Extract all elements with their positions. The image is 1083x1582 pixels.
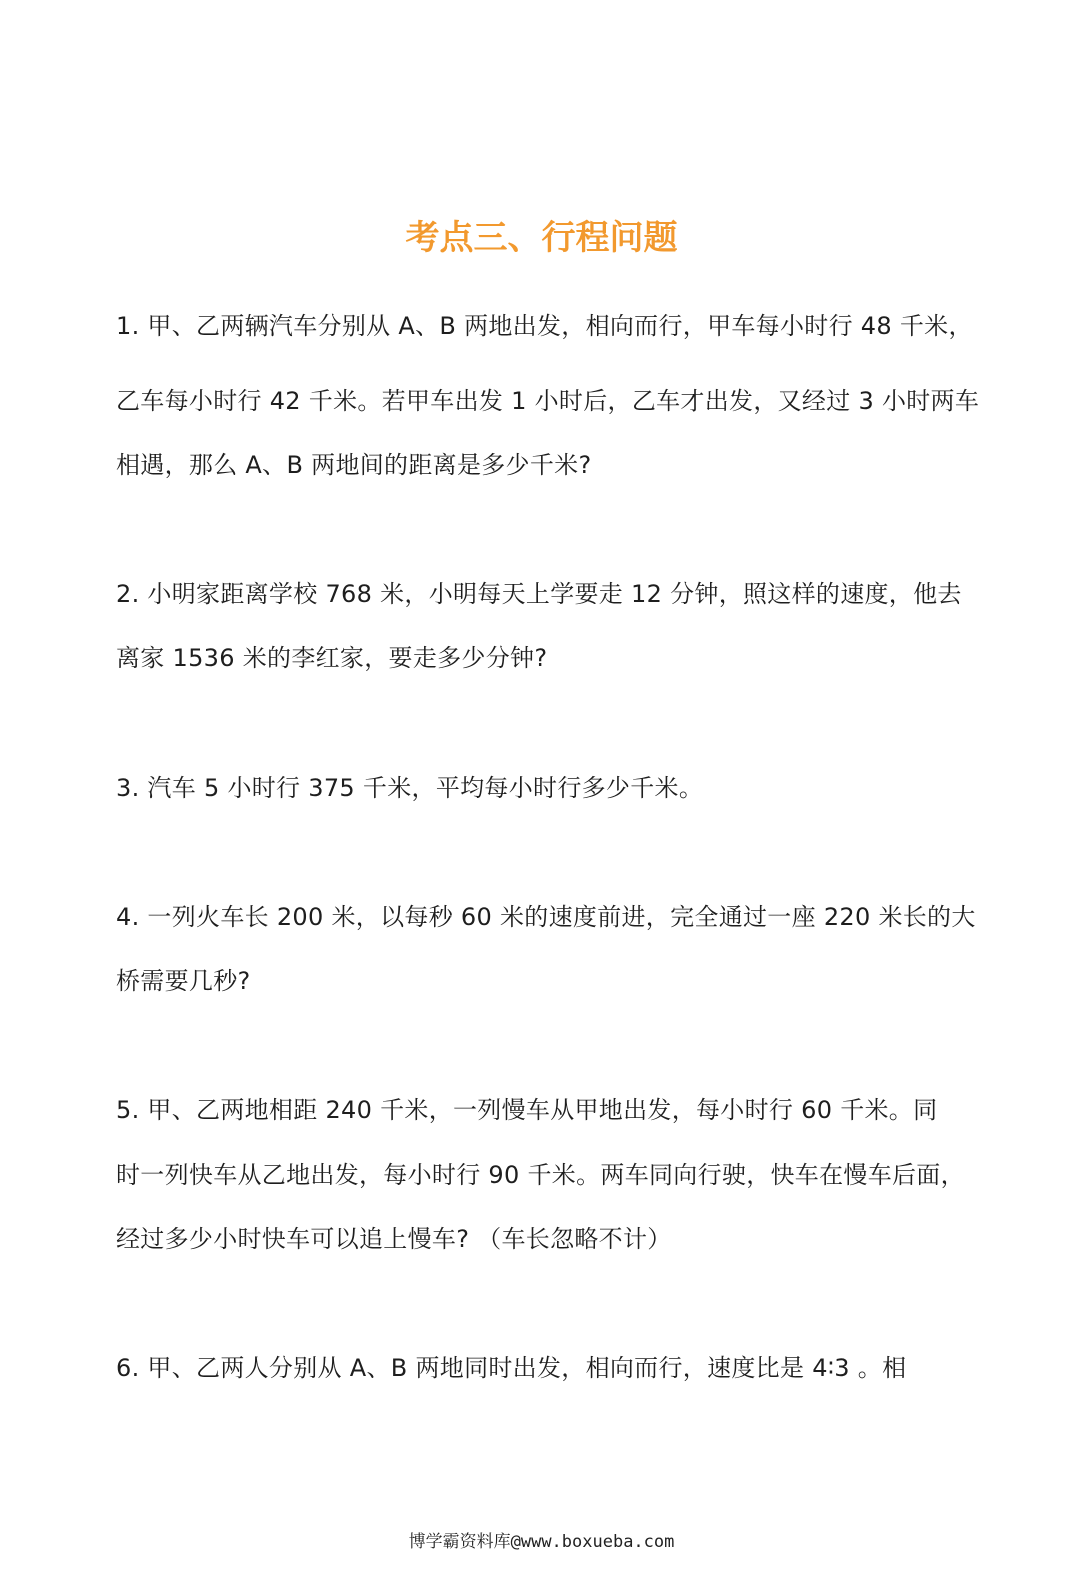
question-5-line-3: 经过多少小时快车可以追上慢车? （车长忽略不计） (116, 1225, 672, 1253)
question-1-line-3: 相遇，那么 A、B 两地间的距离是多少千米? (116, 451, 592, 479)
question-5-line-1: 5. 甲、乙两地相距 240 千米，一列慢车从甲地出发，每小时行 60 千米。同 (116, 1096, 938, 1124)
question-4-line-2: 桥需要几秒? (116, 967, 251, 995)
question-5-line-2: 时一列快车从乙地出发，每小时行 90 千米。两车同向行驶，快车在慢车后面， (116, 1161, 965, 1189)
question-1-line-1: 1. 甲、乙两辆汽车分别从 A、B 两地出发，相向而行，甲车每小时行 48 千米， (116, 312, 973, 340)
question-6-line-1: 6. 甲、乙两人分别从 A、B 两地同时出发，相向而行，速度比是 4∶3 。相 (116, 1354, 907, 1382)
footer-watermark: 博学霸资料库@www.boxueba.com (408, 1532, 675, 1552)
question-4-line-1: 4. 一列火车长 200 米，以每秒 60 米的速度前进，完全通过一座 220 米长的大 (116, 903, 976, 931)
question-3-line-1: 3. 汽车 5 小时行 375 千米，平均每小时行多少千米。 (116, 774, 704, 802)
question-2-line-2: 离家 1536 米的李红家，要走多少分钟? (116, 644, 548, 672)
page-title: 考点三、行程问题 (405, 218, 678, 258)
question-2-line-1: 2. 小明家距离学校 768 米，小明每天上学要走 12 分钟，照这样的速度，他去 (116, 580, 962, 608)
question-1-line-2: 乙车每小时行 42 千米。若甲车出发 1 小时后，乙车才出发，又经过 3 小时两车 (116, 387, 980, 415)
